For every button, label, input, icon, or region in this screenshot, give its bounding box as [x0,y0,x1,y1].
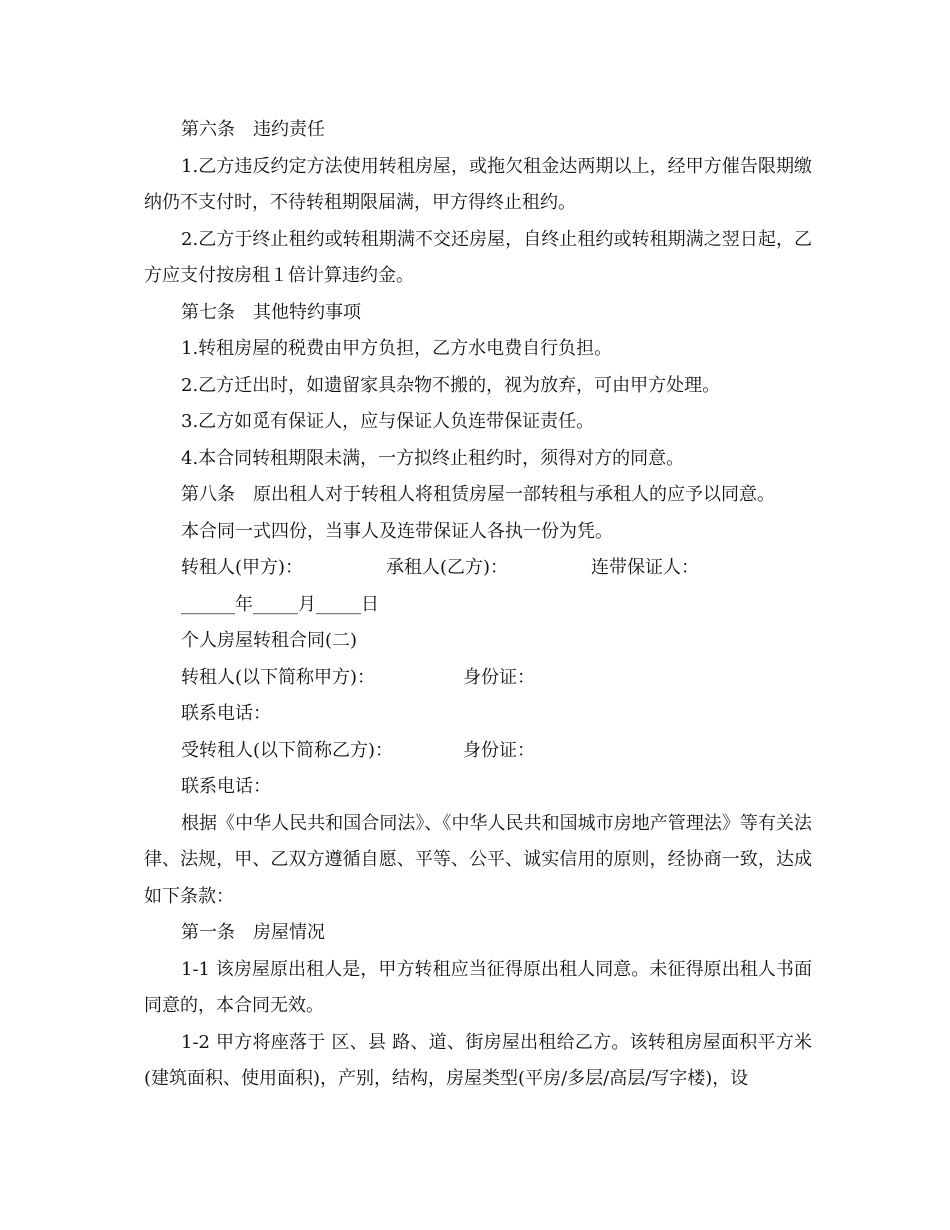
party-a-phone-label: 联系电话： [181,703,271,724]
copies-clause: 本合同一式四份，当事人及连带保证人各执一份为凭。 [181,520,613,542]
article-7-heading [144,295,812,332]
signature-row [144,550,812,587]
signature-guarantor: 连带保证人： [591,557,699,578]
article-6-clause-1: 1.乙方违反约定方法使用转租房屋，或拖欠租金达两期以上，经甲方催告限期缴纳仍不支付时，不待转租期限届满，甲方得终止租约。 [144,155,812,213]
contract-2-title: 个人房屋转租合同(二) [181,630,358,651]
signature-sublessor: 转租人(甲方)： [181,557,304,578]
signature-lessee: 承租人(乙方)： [386,557,509,578]
article-name: 违约责任 [253,119,325,140]
article-6-clause-2: 2.乙方于终止租约或转租期满不交还房屋，自终止租约或转租期满之翌日起，乙方应支付按房租１倍计算违约金。 [144,228,812,286]
article-1-clause-1: 1-1 该房屋原出租人是，甲方转租应当征得原出租人同意。未征得原出租人书面同意的，本合同无效。 [144,958,812,1016]
date-line: ______年_____月_____日 [181,593,379,615]
party-b-id-label: 身份证： [463,739,535,761]
article-6-heading [144,112,812,149]
party-b-phone-label: 联系电话： [181,776,271,797]
party-a-label: 转租人(以下简称甲方)： [181,666,376,688]
party-a-id-label: 身份证： [463,666,535,688]
article-1-heading [144,915,812,952]
party-b-label: 受转租人(以下简称乙方)： [181,739,394,761]
preamble: 根据《中华人民共和国合同法》、《中华人民共和国城市房地产管理法》等有关法律、法规，甲、乙双方遵循自愿、平等、公平、诚实信用的原则，经协商一致，达成如下条款： [144,812,812,907]
article-7-clause-3: 3.乙方如觅有保证人，应与保证人负连带保证责任。 [181,411,595,432]
article-7-clause-1: 1.转租房屋的税费由甲方负担，乙方水电费自行负担。 [181,338,613,359]
article-number: 第七条 [181,301,235,323]
document-body [144,112,812,1098]
article-7-clause-4: 4.本合同转租期限未满，一方拟终止租约时，须得对方的同意。 [181,447,685,469]
party-a-row [144,660,812,697]
article-number: 第一条 [181,922,235,943]
article-text: 原出租人对于转租人将租赁房屋一部转租与承租人的应予以同意。 [253,484,775,505]
article-name: 其他特约事项 [253,301,361,323]
article-8 [144,477,812,514]
article-number: 第六条 [181,119,235,140]
article-1-clause-2: 1-2 甲方将座落于 区、县 路、道、街房屋出租给乙方。该转租房屋面积平方米(建筑面积、使用面积)，产别，结构，房屋类型(平房/多层/高层/写字楼)，设 [144,1031,812,1089]
article-number: 第八条 [181,484,235,505]
article-name: 房屋情况 [253,922,325,943]
party-b-row [144,733,812,770]
article-7-clause-2: 2.乙方迁出时，如遗留家具杂物不搬的，视为放弃，可由甲方处理。 [181,374,721,396]
